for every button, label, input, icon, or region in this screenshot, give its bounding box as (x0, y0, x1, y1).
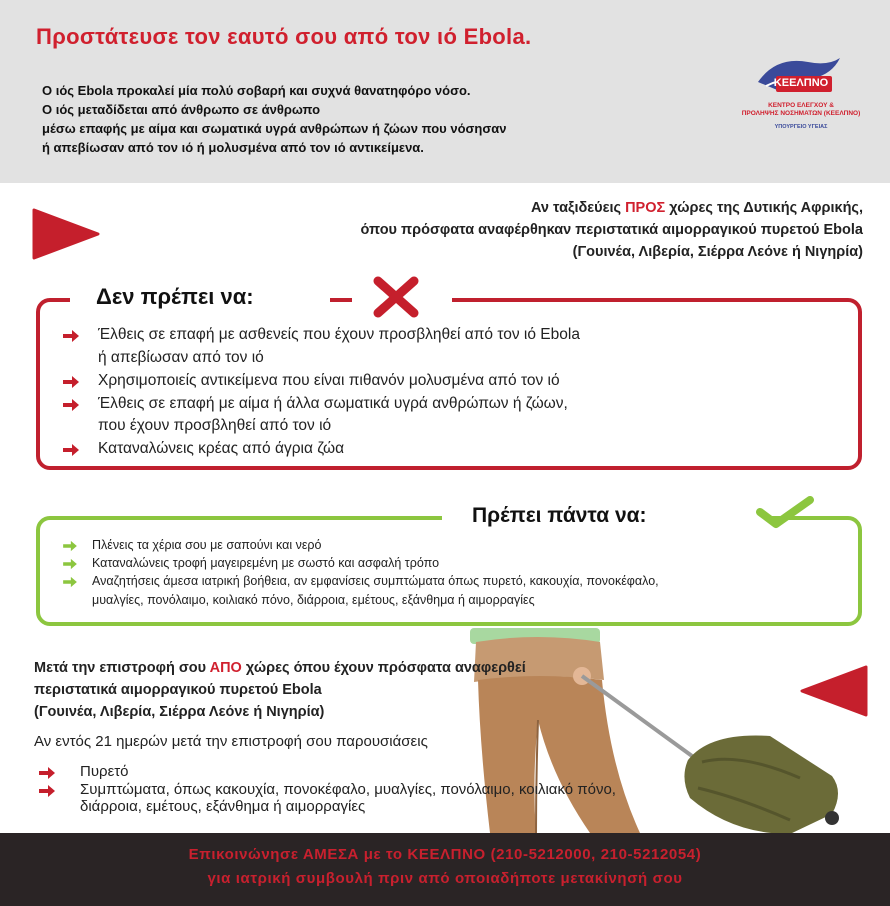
return-emphasis: ΑΠΟ (209, 660, 242, 676)
intro-line: ή απεβίωσαν από τον ιό ή μολυσμένα από τον ιό αντικείμενα. (42, 140, 424, 155)
dove-icon (736, 52, 866, 100)
red-play-arrow-icon (32, 207, 102, 261)
bullet-arrow-icon (62, 398, 80, 412)
footer-line: Επικοινώνησε ΑΜΕΣΑ με το ΚΕΕΛΠΝΟ (210-5212000, 210-5212054) (188, 846, 702, 863)
dont-item: που έχουν προσβληθεί από τον ιό (98, 417, 332, 434)
green-check-icon (756, 494, 814, 530)
logo-line: ΥΠΟΥΡΓΕΙΟ ΥΓΕΙΑΣ (774, 124, 828, 130)
return-line-text: χώρες όπου έχουν πρόσφατα αναφερθεί (241, 660, 526, 676)
do-item: Πλένεις τα χέρια σου με σαπούνι και νερό (92, 538, 322, 552)
bullet-arrow-icon (62, 329, 80, 343)
intro-line: μέσω επαφής με αίμα και σωματικά υγρά ανθρώπων ή ζώων που νόσησαν (42, 121, 507, 136)
return-symptom: Συμπτώματα, όπως κακουχία, πονοκέφαλο, μυαλγίες, πονόλαιμο, κοιλιακό πόνο, (80, 781, 616, 798)
do-item: μυαλγίες, πονόλαιμο, κοιλιακό πόνο, διάρροια, εμέτους, εξάνθημα ή αιμορραγίες (92, 593, 535, 607)
dont-item: Έλθεις σε επαφή με αίμα ή άλλα σωματικά υγρά ανθρώπων ή ζώων, (98, 395, 568, 412)
bullet-arrow-icon (62, 558, 78, 570)
dont-title: Δεν πρέπει να: (96, 284, 254, 309)
dont-item: Καταναλώνεις κρέας από άγρια ζώα (98, 440, 345, 457)
footer-line: για ιατρική συμβουλή πριν από οποιαδήποτε μετακίνησή σου (207, 870, 683, 887)
return-line-text: Μετά την επιστροφή σου (34, 660, 210, 676)
red-play-arrow-left-icon (798, 664, 868, 718)
return-symptom: Πυρετό (80, 763, 129, 780)
travel-line-text: Αν ταξιδεύεις (530, 200, 626, 216)
return-line: (Γουινέα, Λιβερία, Σιέρρα Λεόνε ή Νιγηρία) (34, 704, 325, 720)
travel-line: (Γουινέα, Λιβερία, Σιέρρα Λεόνε ή Νιγηρία) (572, 244, 863, 260)
bullet-arrow-icon (62, 443, 80, 457)
travel-emphasis: ΠΡΟΣ (625, 200, 666, 216)
red-x-icon (372, 276, 420, 318)
travel-line (531, 200, 863, 216)
do-item: Αναζητήσεις άμεσα ιατρική βοήθεια, αν εμφανίσεις συμπτώματα όπως πυρετό, κακουχία, πονοκέφαλο, (92, 574, 659, 588)
travel-line-text: χώρες της Δυτικής Αφρικής, (665, 200, 863, 216)
return-condition: Αν εντός 21 ημερών μετά την επιστροφή σου παρουσιάσεις (34, 733, 428, 750)
intro-line: Ο ιός Ebola προκαλεί μία πολύ σοβαρή και συχνά θανατηφόρο νόσο. (42, 83, 471, 98)
bullet-arrow-icon (38, 784, 56, 798)
bullet-arrow-icon (62, 540, 78, 552)
bullet-arrow-icon (62, 576, 78, 588)
intro-line: Ο ιός μεταδίδεται από άνθρωπο σε άνθρωπο (42, 102, 321, 117)
do-title: Πρέπει πάντα να: (472, 504, 647, 527)
dont-item: Έλθεις σε επαφή με ασθενείς που έχουν προσβληθεί από τον ιό Ebola (98, 326, 580, 343)
logo-name: ΚΕΕΛΠΝΟ (773, 77, 829, 89)
do-item: Καταναλώνεις τροφή μαγειρεμένη με σωστό και ασφαλή τρόπο (92, 556, 440, 570)
return-symptom: διάρροια, εμέτους, εξάνθημα ή αιμορραγίες (80, 798, 366, 815)
logo-line: ΚΕΝΤΡΟ ΕΛΕΓΧΟΥ & (768, 102, 834, 109)
keelpno-logo (736, 52, 866, 152)
traveler-with-suitcase-illustration (440, 628, 880, 833)
bullet-arrow-icon (62, 375, 80, 389)
return-line (34, 660, 526, 676)
dont-item: Χρησιμοποιείς αντικείμενα που είναι πιθανόν μολυσμένα από τον ιό (98, 372, 560, 389)
page-title: Προστάτευσε τον εαυτό σου από τον ιό Ebola. (36, 24, 532, 49)
logo-line: ΠΡΟΛΗΨΗΣ ΝΟΣΗΜΑΤΩΝ (ΚΕΕΛΠΝΟ) (741, 110, 861, 117)
travel-line: όπου πρόσφατα αναφέρθηκαν περιστατικά αιμορραγικού πυρετού Ebola (360, 222, 863, 238)
return-line: περιστατικά αιμορραγικού πυρετού Ebola (34, 682, 322, 698)
bullet-arrow-icon (38, 766, 56, 780)
dont-item: ή απεβίωσαν από τον ιό (98, 349, 264, 366)
